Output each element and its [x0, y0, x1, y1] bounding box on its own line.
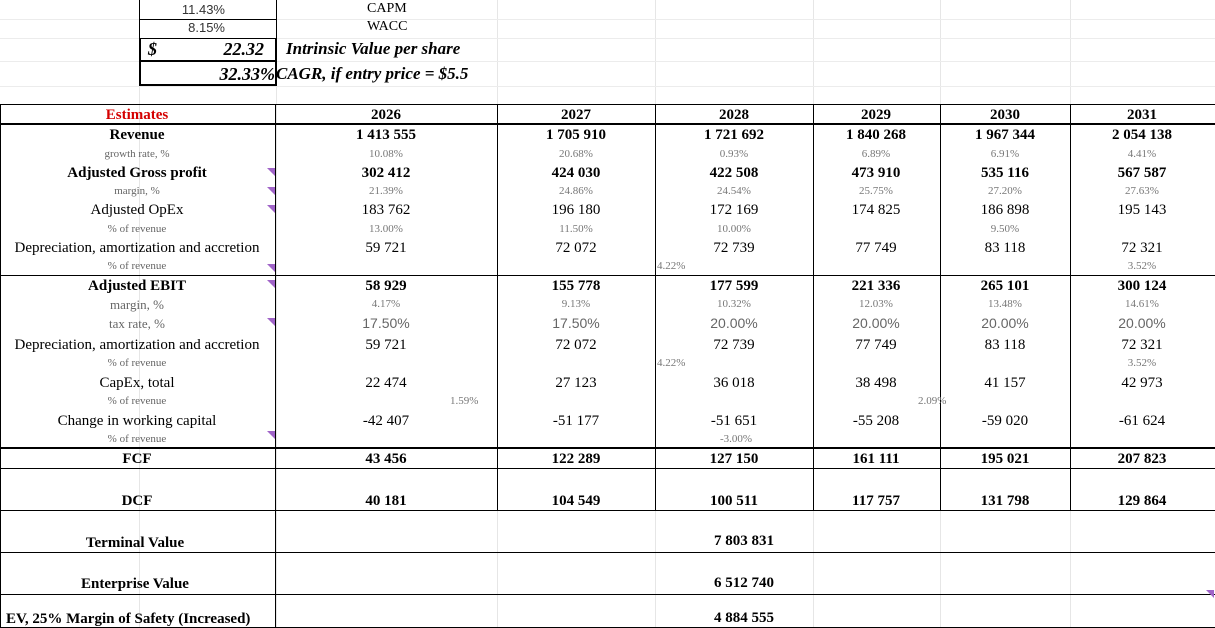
cell-revenue: 1 967 344: [975, 127, 1035, 143]
row-label-fcf: FCF: [122, 451, 152, 467]
cell-growth: 6.91%: [990, 148, 1020, 160]
cell-da2: 83 118: [984, 337, 1026, 353]
cell-ebit-margin: 13.48%: [988, 298, 1022, 310]
cell-enterprise-value: 6 512 740: [714, 575, 774, 591]
row-label-ev-margin-of-safety: EV, 25% Margin of Safety (Increased): [6, 611, 251, 627]
cell-gross-profit: 422 508: [709, 165, 759, 181]
row-label-pct-revenue: % of revenue: [107, 433, 167, 445]
intrinsic-label: Intrinsic Value per share: [286, 39, 461, 58]
cell-gross-profit: 424 030: [551, 165, 601, 181]
cell-opex: 183 762: [361, 202, 411, 218]
capm-label: CAPM: [367, 1, 407, 16]
cell-margin: 24.86%: [559, 185, 593, 197]
year-header: 2026: [371, 107, 401, 123]
cell-wc: -55 208: [852, 413, 900, 429]
cell-capex-pct: 2.09%: [918, 395, 947, 407]
capm-value: 11.43%: [181, 2, 225, 17]
cell-ev-margin-of-safety: 4 884 555: [714, 610, 774, 626]
cell-opex-pct: 10.00%: [717, 223, 751, 235]
cell-revenue: 1 413 555: [356, 127, 416, 143]
cell-dcf: 100 511: [710, 493, 758, 509]
cell-margin: 25.75%: [859, 185, 893, 197]
comment-marker[interactable]: [267, 280, 275, 288]
cell-revenue: 2 054 138: [1112, 127, 1172, 143]
row-label-enterprise-value: Enterprise Value: [81, 576, 189, 592]
row-label-margin: margin, %: [114, 185, 160, 197]
cell-dcf: 117 757: [852, 493, 900, 509]
cell-tax-rate: 17.50%: [552, 315, 600, 331]
cell-da2-pct: 4.22%: [657, 357, 686, 369]
cell-wc: -59 020: [981, 413, 1029, 429]
intrinsic-value: 22.32: [223, 39, 264, 59]
cell-growth: 20.68%: [559, 148, 593, 160]
cell-opex-pct: 11.50%: [559, 223, 593, 235]
cell-margin: 21.39%: [369, 185, 403, 197]
cell-da: 72 321: [1121, 240, 1163, 256]
cell-opex-pct: 9.50%: [990, 223, 1020, 235]
cell-capex: 36 018: [713, 375, 755, 391]
cell-ebit: 300 124: [1117, 278, 1167, 294]
cell-tax-rate: 20.00%: [852, 315, 900, 331]
cagr-value: 32.33%: [219, 64, 275, 84]
cell-opex: 186 898: [980, 202, 1030, 218]
cell-da-pct: 3.52%: [1127, 260, 1157, 272]
cell-margin: 27.20%: [988, 185, 1022, 197]
cell-capex: 22 474: [365, 375, 407, 391]
cell-opex: 172 169: [709, 202, 759, 218]
cell-capex: 27 123: [555, 375, 597, 391]
row-label-ebit: Adjusted EBIT: [88, 278, 186, 294]
cell-opex: 195 143: [1117, 202, 1167, 218]
cell-fcf: 195 021: [980, 451, 1030, 467]
row-label-working-capital: Change in working capital: [57, 413, 217, 429]
cell-fcf: 127 150: [709, 451, 759, 467]
cell-ebit-margin: 12.03%: [859, 298, 893, 310]
cagr-label: CAGR, if entry price = $5.5: [276, 64, 469, 83]
cell-opex-pct: 13.00%: [369, 223, 403, 235]
cell-ebit: 155 778: [551, 278, 601, 294]
cell-revenue: 1 705 910: [546, 127, 606, 143]
cell-growth: 0.93%: [719, 148, 749, 160]
cell-da: 72 739: [713, 240, 755, 256]
cell-da2-pct: 3.52%: [1127, 357, 1157, 369]
cell-dcf: 104 549: [551, 493, 601, 509]
cell-fcf: 43 456: [365, 451, 407, 467]
row-label-dcf: DCF: [121, 493, 153, 509]
cell-growth: 4.41%: [1127, 148, 1157, 160]
cell-tax-rate: 17.50%: [362, 315, 410, 331]
cell-gross-profit: 473 910: [851, 165, 901, 181]
cell-opex: 174 825: [851, 202, 901, 218]
cell-wc: -42 407: [362, 413, 410, 429]
cell-ebit-margin: 4.17%: [371, 298, 401, 310]
cell-da2: 72 321: [1121, 337, 1163, 353]
row-label-pct-revenue: % of revenue: [107, 395, 167, 407]
row-label-pct-revenue: % of revenue: [107, 357, 167, 369]
cell-margin: 27.63%: [1125, 185, 1159, 197]
cell-fcf: 207 823: [1117, 451, 1167, 467]
year-header: 2028: [719, 107, 749, 123]
comment-marker[interactable]: [1206, 590, 1214, 598]
cell-capex: 38 498: [855, 375, 897, 391]
cell-growth: 6.89%: [861, 148, 891, 160]
row-label-terminal-value: Terminal Value: [85, 535, 185, 551]
cell-da2: 72 739: [713, 337, 755, 353]
cell-wc-pct: -3.00%: [719, 433, 753, 445]
row-label-opex: Adjusted OpEx: [90, 202, 184, 218]
year-header: 2031: [1127, 107, 1157, 123]
cell-tax-rate: 20.00%: [1118, 315, 1166, 331]
cell-da: 83 118: [984, 240, 1026, 256]
cell-da2: 72 072: [555, 337, 597, 353]
cell-terminal-value: 7 803 831: [714, 533, 774, 549]
cell-wc: -51 651: [710, 413, 758, 429]
cell-dcf: 129 864: [1117, 493, 1167, 509]
cell-capex-pct: 1.59%: [450, 395, 479, 407]
estimates-header: Estimates: [105, 107, 169, 123]
row-label-growth-rate: growth rate, %: [104, 148, 170, 160]
cell-capex: 41 157: [984, 375, 1026, 391]
cell-ebit: 221 336: [851, 278, 901, 294]
comment-marker[interactable]: [267, 205, 275, 213]
cell-da: 77 749: [855, 240, 897, 256]
cell-da: 72 072: [555, 240, 597, 256]
row-label-da: Depreciation, amortization and accretion: [14, 240, 260, 256]
comment-marker[interactable]: [267, 264, 275, 272]
comment-marker[interactable]: [267, 431, 275, 439]
cell-wc: -51 177: [552, 413, 600, 429]
comment-marker[interactable]: [267, 187, 275, 195]
cell-wc: -61 624: [1118, 413, 1166, 429]
year-header: 2030: [990, 107, 1020, 123]
row-label-tax-rate: tax rate, %: [109, 316, 165, 331]
cell-ebit-margin: 10.32%: [717, 298, 751, 310]
cell-opex: 196 180: [551, 202, 601, 218]
cell-ebit: 58 929: [365, 278, 407, 294]
cell-gross-profit: 567 587: [1117, 165, 1167, 181]
cell-revenue: 1 721 692: [704, 127, 764, 143]
row-label-margin: margin, %: [110, 297, 164, 312]
row-label-da: Depreciation, amortization and accretion: [14, 337, 260, 353]
cell-da2: 77 749: [855, 337, 897, 353]
cell-dcf: 131 798: [980, 493, 1030, 509]
cell-growth: 10.08%: [369, 148, 403, 160]
row-label-revenue: Revenue: [109, 127, 165, 143]
cell-fcf: 161 111: [852, 451, 900, 467]
cell-fcf: 122 289: [551, 451, 601, 467]
cell-da-pct: 4.22%: [657, 260, 686, 272]
comment-marker[interactable]: [267, 168, 275, 176]
wacc-label: WACC: [367, 19, 408, 34]
cell-ebit-margin: 14.61%: [1125, 298, 1159, 310]
year-header: 2027: [561, 107, 591, 123]
year-header: 2029: [861, 107, 891, 123]
cell-capex: 42 973: [1121, 375, 1163, 391]
cell-revenue: 1 840 268: [846, 127, 906, 143]
cell-dcf: 40 181: [365, 493, 407, 509]
cell-gross-profit: 302 412: [361, 165, 411, 181]
cell-gross-profit: 535 116: [981, 165, 1029, 181]
row-label-pct-revenue: % of revenue: [107, 260, 167, 272]
comment-marker[interactable]: [267, 318, 275, 326]
cell-tax-rate: 20.00%: [981, 315, 1029, 331]
cell-margin: 24.54%: [717, 185, 751, 197]
cell-da2: 59 721: [365, 337, 407, 353]
row-label-capex: CapEx, total: [99, 375, 175, 391]
cell-ebit: 177 599: [709, 278, 759, 294]
cell-ebit-margin: 9.13%: [561, 298, 591, 310]
cell-ebit: 265 101: [980, 278, 1030, 294]
row-label-gross-profit: Adjusted Gross profit: [67, 165, 207, 181]
wacc-value: 8.15%: [188, 20, 225, 35]
row-label-pct-revenue: % of revenue: [107, 223, 167, 235]
cell-tax-rate: 20.00%: [710, 315, 758, 331]
cell-da: 59 721: [365, 240, 407, 256]
currency-symbol: $: [148, 39, 157, 59]
